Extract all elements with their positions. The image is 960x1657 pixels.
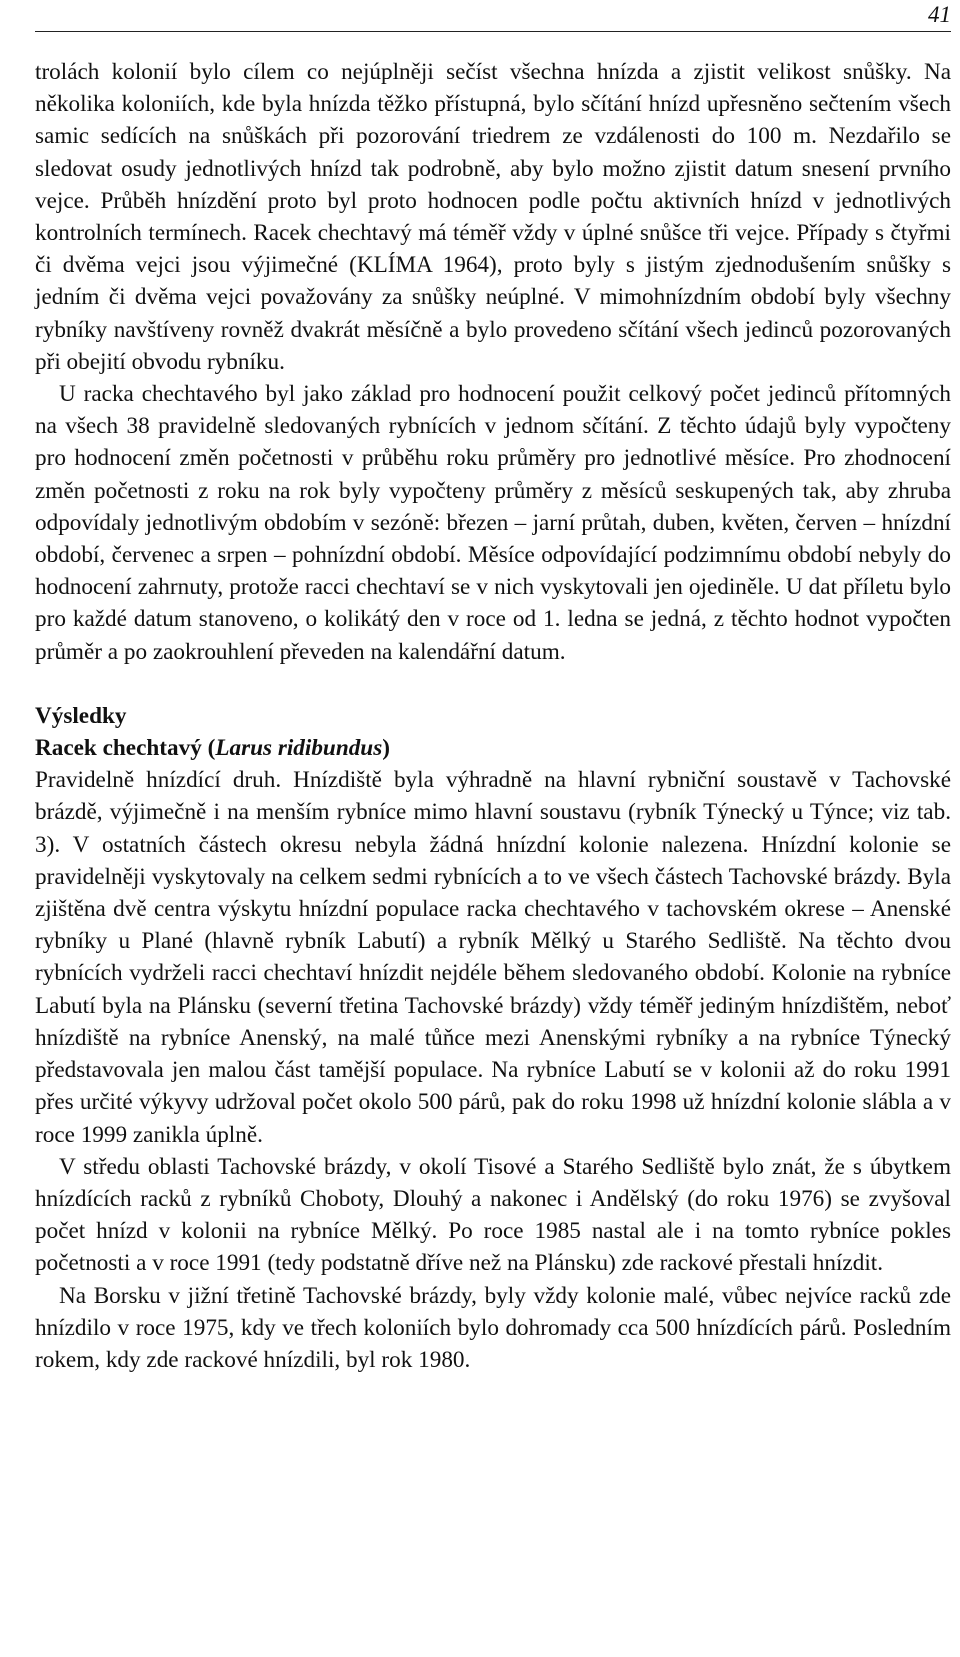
methods-paragraph: U racka chechtavého byl jako základ pro hodnocení použit celkový počet jedinců přítomných na všech 38 pravidelně sledovaných rybnících v jednom sčítání. Z těchto údajů byly vypočteny pro hodnocení změn početnosti v průběhu roku průměry pro jednotlivé měsíce. Pro zhodnocení změn početnosti z roku na rok byly vypočteny průměry z měsíců seskupených tak, aby zhruba odpovídaly jednotlivým obdobím v sezóně: březen – jarní průtah, duben, květen, červen – hnízdní období, červenec a srpen – pohnízdní období. Měsíce odpovídající podzimnímu období nebyly do hodnocení zahrnuty, protože racci chechtaví se v nich vyskytovali jen ojediněle. U dat příletu bylo pro každé datum stanoveno, o kolikátý den v roce od 1. ledna se jedná, z těchto hodnot vypočten průměr a po zaokrouhlení převeden na kalendářní datum.: [35, 381, 951, 665]
species-heading: [35, 732, 951, 764]
page-body: [35, 56, 951, 1376]
section-heading: Výsledky: [35, 702, 127, 729]
species-paren-close: ): [382, 735, 390, 762]
species-common-name: Racek chechtavý: [35, 735, 202, 762]
page-number: 41: [928, 2, 951, 27]
species-latin-name: Larus ridibundus: [215, 735, 383, 762]
methods-paragraph: trolách kolonií bylo cílem co nejúplněji sečíst všechna hnízda a zjistit velikost snůšky. Na několika koloniích, kde byla hnízda těžko přístupná, bylo sčítání hnízd upřesněno sečtením všech samic sedících na snůškách při pozorování triedrem ze vzdálenosti do 100 m. Nezdařilo se sledovat osudy jednotlivých hnízd tak podrobně, aby bylo možno zjistit datum snesení prvního vejce. Průběh hnízdění proto byl proto hodnocen podle počtu aktivních hnízd v jednotlivých kontrolních termínech. Racek chechtavý má téměř vždy v úplné snůšce tři vejce. Případy s čtyřmi či dvěma vejci jsou výjimečné (KLÍMA 1964), proto byly s jistým zjednodušením snůšky s jedním či dvěma vejci považovány za snůšky neúplné. V mimohnízdním období byly všechny rybníky navštíveny rovněž dvakrát měsíčně a bylo provedeno sčítání všech jedinců pozorovaných při obejití obvodu rybníku.: [35, 59, 951, 375]
results-paragraph: Pravidelně hnízdící druh. Hnízdiště byla výhradně na hlavní rybniční soustavě v Tachovské brázdě, výjimečně i na menším rybníce mimo hlavní soustavu (rybník Týnecký u Týnce; viz tab. 3). V ostatních částech okresu nebyla žádná hnízdní kolonie nalezena. Hnízdní kolonie se pravidelněji vyskytovaly na celkem sedmi rybnících a to ve všech částech Tachovské brázdy. Byla zjištěna dvě centra výskytu hnízdní populace racka chechtavého v tachovském okrese – Anenské rybníky u Plané (hlavně rybník Labutí) a rybník Mělký u Starého Sedliště. Na těchto dvou rybnících vydrželi racci chechtaví hnízdit nejdéle během sledovaného období. Kolonie na rybníce Labutí byla na Plánsku (severní třetina Tachovské brázdy) vždy téměř jediným hnízdištěm, neboť hnízdiště na rybníce Anenský, na malé tůňce mezi Anenskými rybníky a na rybníce Týnecký představovala jen malou část tamější populace. Na rybníce Labutí se v kolonii až do roku 1991 přes určité výkyvy udržoval počet okolo 500 párů, pak do roku 1998 už hnízdní kolonie slábla a v roce 1999 zanikla úplně.: [35, 767, 951, 1148]
species-paren-open: (: [201, 735, 216, 762]
page-header: [35, 0, 951, 32]
results-paragraph: V středu oblasti Tachovské brázdy, v okolí Tisové a Starého Sedliště bylo znát, že s úbytkem hnízdících racků z rybníků Choboty, Dlouhý a nakonec i Andělský (do roku 1976) se zvyšoval počet hnízd v kolonii na rybníce Mělký. Po roce 1985 nastal ale i na tomto rybníce pokles početnosti a v roce 1991 (tedy podstatně dříve než na Plánsku) zde rackové přestali hnízdit.: [35, 1153, 951, 1277]
results-paragraph: Na Borsku v jižní třetině Tachovské brázdy, byly vždy kolonie malé, vůbec nejvíce racků zde hnízdilo v roce 1975, kdy ve třech koloniích bylo dohromady cca 500 hnízdících párů. Posledním rokem, kdy zde rackové hnízdili, byl rok 1980.: [35, 1282, 951, 1373]
section-spacer: [35, 668, 951, 700]
